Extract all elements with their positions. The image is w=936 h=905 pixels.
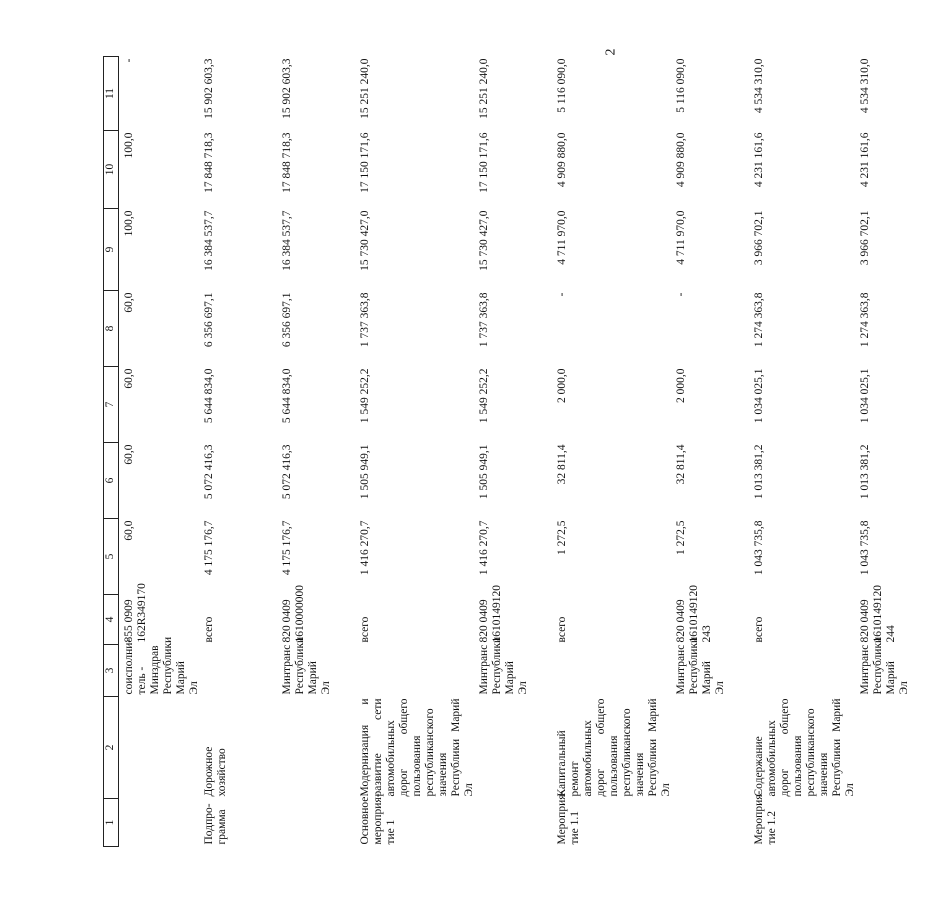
cell-value: - [556,292,568,297]
col-header-11: 11 [104,57,119,131]
cell-value: 1 043 735,8 [859,520,871,576]
cell-value: 100,0 [123,132,135,159]
cell-value: 60,0 [123,368,135,389]
cell-value: 1 416 270,7 [359,520,371,576]
cell-executor: соисполни-тель - Минздрав Республики Марий Эл [123,636,200,695]
cell-executor: Минтранс Республики Марий Эл [859,636,910,695]
cell-value: 1 034 025,1 [753,368,765,424]
cell-name [477,697,555,799]
cell-value: 15 902 603,3 [281,58,293,119]
cell-name [119,697,203,799]
cell-value: 16 384 537,7 [281,210,293,271]
cell-status: Мероприя-тие 1.2 [753,790,778,845]
cell-code: 820 0409 1610000000 [281,585,306,643]
cell-executor: Минтранс Республики Марий Эл [478,636,529,695]
col-header-9: 9 [104,209,119,291]
table-row [858,57,936,847]
cell-value: 4 909 880,0 [675,132,687,188]
cell-name: Дорожное хозяйство [203,746,228,797]
cell-value: 60,0 [123,520,135,541]
cell-code: всего [556,616,568,643]
cell-value: 1 272,5 [556,520,568,555]
cell-value: 1 043 735,8 [753,520,765,576]
cell-value: 17 150 171,6 [478,132,490,193]
cell-value: 15 730 427,0 [359,210,371,271]
cell-value: 5 116 090,0 [675,58,687,113]
cell-status: Подпро-грамма [203,803,228,845]
col-header-4: 4 [104,595,119,645]
cell-value: 60,0 [123,444,135,465]
cell-value: 3 966 702,1 [859,210,871,266]
cell-value: 17 848 718,3 [281,132,293,193]
cell-status [119,799,203,847]
cell-value: 16 384 537,7 [203,210,215,271]
cell-name [858,697,936,799]
table-row [280,57,358,847]
cell-value: 5 644 834,0 [203,368,215,424]
cell-value: 4 534 310,0 [859,58,871,114]
cell-value: 5 116 090,0 [556,58,568,113]
cell-value: 32 811,4 [675,444,687,485]
cell-value: 5 644 834,0 [281,368,293,424]
cell-value: 15 251 240,0 [359,58,371,119]
table-row [358,57,477,847]
table-row [752,57,858,847]
cell-name [280,697,358,799]
table-row [555,57,674,847]
cell-code: всего [753,616,765,643]
page-number: 2 [603,48,619,56]
col-header-5: 5 [104,519,119,595]
rotated-page-content [103,57,910,847]
cell-executor [752,645,858,697]
table-row [674,57,752,847]
cell-value: 5 072 416,3 [281,444,293,500]
cell-code: всего [203,616,215,643]
cell-value: 1 272,5 [675,520,687,555]
cell-name [674,697,752,799]
col-header-7: 7 [104,367,119,443]
cell-value: 4 909 880,0 [556,132,568,188]
cell-value: 60,0 [123,292,135,313]
cell-value: 6 356 697,1 [281,292,293,348]
col-header-1: 1 [104,799,119,847]
cell-code: 820 0409 1610149120 244 [859,585,897,643]
col-header-3: 3 [104,645,119,697]
cell-value: 6 356 697,1 [203,292,215,348]
col-header-2: 2 [104,697,119,799]
col-header-6: 6 [104,443,119,519]
cell-code: 820 0409 1610149120 243 [675,585,713,643]
cell-value: 1 013 381,2 [859,444,871,500]
cell-code: всего [359,616,371,643]
cell-value: 1 505 949,1 [478,444,490,500]
cell-value: - [123,58,135,63]
cell-value: 1 737 363,8 [478,292,490,348]
cell-value: 15 730 427,0 [478,210,490,271]
cell-executor: Минтранс Республики Марий Эл [675,636,726,695]
cell-status [674,799,752,847]
cell-value: 32 811,4 [556,444,568,485]
cell-value: 2 000,0 [556,368,568,403]
cell-executor [358,645,477,697]
col-header-8: 8 [104,291,119,367]
cell-status: Основное мероприя-тие 1 [359,793,397,845]
cell-value: 1 274 363,8 [753,292,765,348]
cell-value: 4 711 970,0 [675,210,687,265]
cell-name: Содержание автомобильных дорог общего пользования республиканского значения Республики Марий Эл [753,698,856,797]
cell-value: 2 000,0 [675,368,687,403]
cell-value: 15 251 240,0 [478,58,490,119]
cell-name: Капитальный ремонт автомобильных дорог общего пользования республиканского значения Республики Марий Эл [556,698,672,797]
cell-value: 15 902 603,3 [203,58,215,119]
cell-value: 4 534 310,0 [753,58,765,114]
cell-code: 820 0409 1610149120 [478,585,503,643]
cell-code: 855 0909 162R349170 [123,583,148,643]
cell-value: 1 505 949,1 [359,444,371,500]
cell-value: 1 416 270,7 [478,520,490,576]
cell-value: 1 034 025,1 [859,368,871,424]
col-header-10: 10 [104,131,119,209]
header-row [104,57,119,847]
cell-executor [202,645,280,697]
cell-status [280,799,358,847]
cell-value: 1 274 363,8 [859,292,871,348]
cell-executor: Минтранс Республики Марий Эл [281,636,332,695]
cell-value: 100,0 [123,210,135,237]
cell-value: 4 711 970,0 [556,210,568,265]
cell-value: 17 150 171,6 [359,132,371,193]
cell-name: Модернизация и развитие сети автомобильных дорог общего пользования республиканского значения Республики Марий Эл [359,698,475,797]
cell-value: 3 966 702,1 [753,210,765,266]
budget-table [103,56,936,847]
cell-value: - [675,292,687,297]
table-row [119,57,203,847]
cell-status [477,799,555,847]
cell-value: 1 737 363,8 [359,292,371,348]
cell-value: 4 231 161,6 [753,132,765,188]
cell-executor [555,645,674,697]
cell-value: 1 549 252,2 [478,368,490,424]
cell-value: 1 013 381,2 [753,444,765,500]
cell-value: 17 848 718,3 [203,132,215,193]
cell-status [858,799,936,847]
table-row [477,57,555,847]
cell-value: 4 175 176,7 [281,520,293,576]
cell-value: 5 072 416,3 [203,444,215,500]
cell-value: 4 231 161,6 [859,132,871,188]
table-row [202,57,280,847]
cell-value: 1 549 252,2 [359,368,371,424]
cell-status: Мероприя-тие 1.1 [556,790,581,845]
cell-value: 4 175 176,7 [203,520,215,576]
